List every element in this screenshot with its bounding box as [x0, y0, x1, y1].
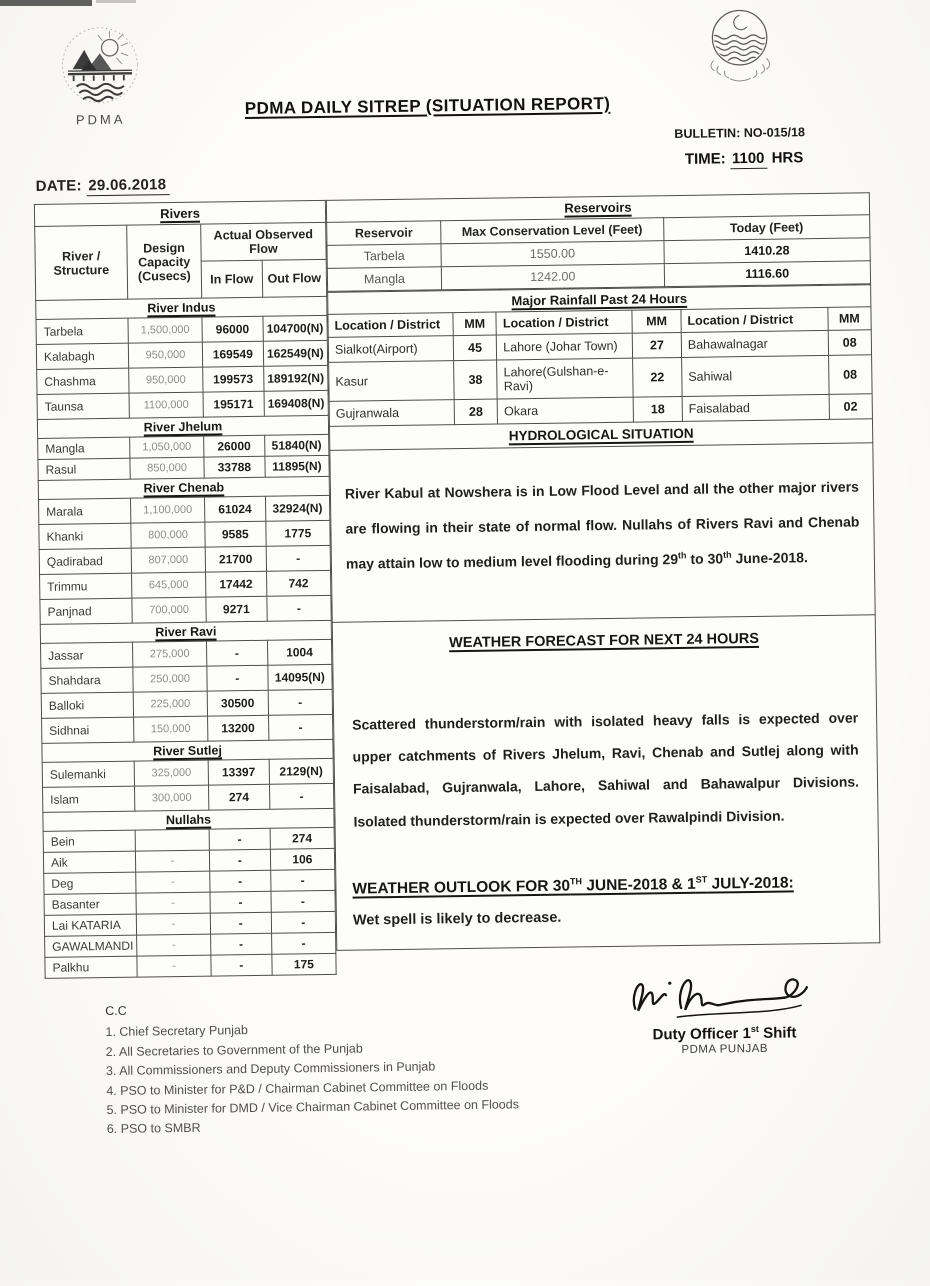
outlook-title-part: JUNE-2018 & 1: [582, 876, 696, 895]
col-header-max-conservation-level: Max Conservation Level (Feet): [441, 218, 664, 244]
cell-design-capacity: 250,000: [133, 666, 207, 692]
cell-out-flow: 51840(N): [264, 434, 329, 456]
cell-in-flow: -: [210, 891, 271, 913]
cc-label: C.C: [105, 990, 930, 1021]
cell-location: Gujranwala: [329, 400, 454, 427]
cell-river-name: Deg: [44, 872, 136, 894]
col-header-design-capacity: Design Capacity (Cusecs): [127, 224, 202, 299]
cc-item: 4. PSO to Minister for P&D / Chairman Cabinet Committee on Floods: [106, 1070, 930, 1101]
table-row: [45, 953, 336, 978]
cell-river-name: GAWALMANDI: [45, 935, 137, 957]
cell-out-flow: 104700(N): [263, 315, 328, 341]
cell-design-capacity: 1,500,000: [128, 317, 202, 343]
time-unit: HRS: [772, 149, 804, 166]
cell-river-name: Mangla: [38, 437, 130, 459]
col-header-mm: MM: [632, 309, 681, 333]
cell-river-name: Trimmu: [40, 573, 132, 599]
cell-in-flow: -: [210, 870, 271, 892]
cell-design-capacity: -: [136, 892, 210, 914]
cell-mm: 38: [453, 360, 497, 400]
cell-river-name: Sidhnai: [42, 717, 134, 743]
document-footer: [5, 990, 930, 1173]
section-header-river-indus: River Indus: [147, 300, 215, 315]
cell-mm: 02: [829, 394, 873, 420]
cell-in-flow: 195171: [203, 391, 264, 417]
hydrological-situation-title-text: HYDROLOGICAL SITUATION: [509, 426, 694, 444]
weather-outlook-heading: [352, 872, 862, 898]
cell-in-flow: 199573: [203, 366, 264, 392]
cell-design-capacity: 1,100,000: [131, 497, 205, 523]
rivers-table: [34, 200, 337, 979]
cell-in-flow: 17442: [205, 571, 266, 597]
cell-river-name: Marala: [38, 498, 130, 524]
cell-river-name: Shahdara: [41, 667, 133, 693]
cc-item: 1. Chief Secretary Punjab: [105, 1012, 930, 1043]
cell-in-flow: 30500: [207, 690, 268, 716]
right-column: [326, 192, 880, 951]
cell-out-flow: 1775: [266, 520, 331, 546]
cell-design-capacity: 800,000: [131, 522, 205, 548]
cell-in-flow: 33788: [204, 456, 265, 478]
cc-item: 2. All Secretaries to Government of the Punjab: [106, 1031, 930, 1062]
section-header-nullahs: Nullahs: [166, 813, 211, 828]
cell-river-name: Basanter: [44, 893, 136, 915]
cell-location: Lahore (Johar Town): [497, 333, 633, 360]
cell-out-flow: 742: [266, 570, 331, 596]
cell-reservoir-name: Tarbela: [327, 244, 441, 269]
cell-today-level: 1410.28: [664, 238, 871, 264]
cell-design-capacity: 950,000: [128, 342, 202, 368]
cell-river-name: Lai KATARIA: [44, 914, 136, 936]
scan-artifact-smudge: [96, 0, 136, 3]
cell-out-flow: -: [270, 869, 335, 891]
cell-design-capacity: 225,000: [133, 691, 207, 717]
cell-design-capacity: 325,000: [134, 760, 208, 786]
cell-in-flow: 13200: [207, 715, 268, 741]
cell-design-capacity: 645,000: [132, 572, 206, 598]
col-header-in-flow: In Flow: [201, 260, 262, 298]
cell-out-flow: -: [267, 595, 332, 621]
punjab-government-logo: [695, 1, 784, 95]
cell-in-flow: 21700: [205, 546, 266, 572]
signatory-role-part: Shift: [759, 1024, 797, 1042]
cell-out-flow: 175: [272, 953, 337, 975]
cell-mm: 27: [632, 332, 681, 358]
date-label: DATE:: [36, 177, 82, 195]
cell-max-level: 1242.00: [441, 264, 664, 290]
cell-river-name: Taunsa: [37, 393, 129, 419]
hydrological-situation-text: [329, 443, 875, 623]
cell-river-name: Tarbela: [36, 318, 128, 344]
hydro-text-part: River Kabul at Nowshera is in Low Flood Level and all the other major rivers are flowing in their state of normal flow. Nullahs of Rivers Ravi and Chenab may attain low to medium level flooding during 29: [345, 478, 860, 571]
report-date: [36, 176, 170, 195]
weather-forecast-text: Scattered thunderstorm/rain with isolated heavy falls is expected over upper catchments of Rivers Jhelum, Ravi, Chenab and Sutlej along with Faisalabad, Gujranwala, Lahore, Sahiwal and Bahawalpur Divisions. Isolated thunderstorm/rain is expected over Rawalpindi Division.: [352, 702, 860, 838]
cc-item: 6. PSO to SMBR: [107, 1109, 930, 1140]
cell-in-flow: 61024: [204, 496, 265, 522]
cc-item: 5. PSO to Minister for DMD / Vice Chairman Cabinet Committee on Floods: [106, 1089, 930, 1120]
outlook-superscript: TH: [570, 876, 582, 886]
cell-in-flow: -: [210, 912, 271, 934]
cell-out-flow: -: [268, 714, 333, 740]
cell-river-name: Aik: [43, 851, 135, 873]
hydro-superscript: th: [723, 550, 732, 560]
cell-design-capacity: 1,050,000: [130, 436, 204, 458]
time-value: 1100: [730, 150, 768, 170]
cell-mm: 45: [453, 335, 497, 361]
col-header-out-flow: Out Flow: [262, 259, 327, 297]
rivers-table-title: Rivers: [160, 206, 200, 222]
cell-design-capacity: -: [136, 850, 210, 872]
cell-location: Bahawalnagar: [681, 330, 828, 357]
cell-river-name: Balloki: [41, 692, 133, 718]
report-time: [685, 149, 804, 168]
signature-block: [609, 966, 840, 1057]
cell-in-flow: 26000: [204, 435, 265, 457]
cell-mm: 08: [828, 355, 872, 395]
rainfall-table-title: Major Rainfall Past 24 Hours: [511, 291, 687, 308]
section-header-river-jhelum: River Jhelum: [144, 419, 223, 434]
weather-forecast-heading: [349, 629, 859, 652]
col-header-river-structure: River / Structure: [35, 225, 128, 300]
cell-reservoir-name: Mangla: [327, 267, 441, 292]
cell-in-flow: -: [206, 640, 267, 666]
cell-in-flow: 169549: [202, 341, 263, 367]
cell-location: Lahore(Gulshan-e-Ravi): [497, 358, 633, 399]
section-header-river-chenab: River Chenab: [143, 480, 224, 495]
cell-location: Kasur: [329, 361, 454, 402]
cell-river-name: Palkhu: [45, 956, 137, 978]
cell-out-flow: 162549(N): [263, 340, 328, 366]
cell-river-name: Qadirabad: [39, 548, 131, 574]
section-header-river-sutlej: River Sutlej: [153, 743, 222, 758]
cell-location: Faisalabad: [682, 394, 829, 421]
cell-in-flow: 274: [208, 784, 269, 810]
section-header-river-ravi: River Ravi: [155, 624, 216, 639]
cell-river-name: Sulemanki: [42, 761, 134, 787]
weather-forecast-box: [332, 615, 881, 951]
cell-design-capacity: -: [136, 871, 210, 893]
col-header-mm: MM: [827, 307, 871, 331]
cell-river-name: Islam: [43, 786, 135, 812]
cell-design-capacity: 807,000: [131, 547, 205, 573]
cell-out-flow: -: [271, 890, 336, 912]
cell-mm: 18: [633, 396, 682, 422]
cell-max-level: 1550.00: [441, 241, 664, 267]
cell-out-flow: -: [268, 689, 333, 715]
cell-out-flow: 14095(N): [268, 664, 333, 690]
cell-river-name: Chashma: [37, 368, 129, 394]
col-header-location: Location / District: [328, 313, 453, 338]
hydro-superscript: th: [678, 550, 687, 560]
cell-out-flow: 32924(N): [265, 495, 330, 521]
cell-mm: 08: [828, 330, 872, 356]
signature-scribble-icon: [619, 966, 830, 1027]
cell-today-level: 1116.60: [664, 261, 871, 287]
cc-item: 3. All Commissioners and Deputy Commissioners in Punjab: [106, 1051, 930, 1082]
col-header-today-feet: Today (Feet): [663, 215, 870, 241]
col-header-reservoir: Reservoir: [327, 221, 441, 246]
cell-design-capacity: 950,000: [129, 367, 203, 393]
cell-river-name: Rasul: [38, 458, 130, 480]
cell-out-flow: 1004: [267, 639, 332, 665]
cell-in-flow: -: [209, 828, 270, 850]
cell-design-capacity: 1100,000: [129, 392, 203, 418]
col-header-actual-observed-flow: Actual Observed Flow: [201, 222, 327, 261]
cell-design-capacity: 275,000: [133, 641, 207, 667]
cell-in-flow: -: [210, 933, 271, 955]
cell-location: Okara: [497, 397, 633, 424]
outlook-title-part: WEATHER OUTLOOK FOR 30: [352, 877, 570, 897]
cell-design-capacity: -: [137, 934, 211, 956]
cell-in-flow: 13397: [208, 759, 269, 785]
cell-out-flow: 2129(N): [269, 758, 334, 784]
col-header-location: Location / District: [681, 307, 828, 332]
cell-in-flow: 9271: [206, 596, 267, 622]
cell-in-flow: -: [209, 849, 270, 871]
cell-location: Sialkot(Airport): [328, 336, 453, 363]
weather-outlook-text: Wet spell is likely to decrease.: [353, 905, 863, 928]
time-label: TIME:: [685, 150, 726, 168]
weather-forecast-title-text: WEATHER FORECAST FOR NEXT 24 HOURS: [449, 631, 759, 651]
cell-out-flow: 106: [270, 848, 335, 870]
cell-in-flow: -: [207, 665, 268, 691]
document-header: [0, 0, 924, 205]
reservoirs-table: [326, 192, 871, 292]
reservoirs-table-title: Reservoirs: [564, 200, 631, 216]
cell-river-name: Bein: [43, 830, 135, 852]
cell-out-flow: -: [271, 932, 336, 954]
cell-location: Sahiwal: [681, 355, 828, 396]
col-header-location: Location / District: [496, 310, 632, 335]
main-content: [34, 192, 881, 979]
hydro-text-part: June-2018.: [732, 549, 808, 566]
cell-out-flow: 169408(N): [264, 390, 329, 416]
cell-mm: 28: [454, 399, 498, 425]
cell-out-flow: 274: [270, 827, 335, 849]
signatory-role-part: Duty Officer 1: [652, 1025, 751, 1043]
outlook-title-part: JULY-2018:: [707, 874, 794, 892]
bulletin-number: BULLETIN: NO-015/18: [674, 125, 805, 141]
cell-out-flow: -: [269, 783, 334, 809]
cell-out-flow: -: [271, 911, 336, 933]
cell-mm: 22: [633, 357, 682, 397]
date-value: 29.06.2018: [86, 176, 169, 196]
cell-design-capacity: -: [137, 955, 211, 977]
cell-design-capacity: [135, 829, 209, 851]
cell-design-capacity: 850,000: [130, 457, 204, 479]
cell-design-capacity: -: [136, 913, 210, 935]
outlook-superscript: ST: [696, 874, 708, 884]
cell-river-name: Jassar: [41, 642, 133, 668]
cell-out-flow: 189192(N): [263, 365, 328, 391]
cell-river-name: Kalabagh: [36, 343, 128, 369]
col-header-mm: MM: [453, 312, 497, 336]
cell-out-flow: -: [266, 545, 331, 571]
cell-design-capacity: 300,000: [135, 785, 209, 811]
cell-design-capacity: 150,000: [134, 716, 208, 742]
cell-river-name: Khanki: [39, 523, 131, 549]
cell-out-flow: 11895(N): [265, 455, 330, 477]
signatory-organization: PDMA PUNJAB: [610, 1042, 840, 1057]
rainfall-table: [327, 284, 873, 427]
punjab-government-logo-icon: [695, 1, 784, 90]
cell-design-capacity: 700,000: [132, 597, 206, 623]
signatory-superscript: st: [751, 1024, 759, 1034]
cell-in-flow: 9585: [205, 521, 266, 547]
cell-in-flow: -: [211, 954, 272, 976]
hydro-text-part: to 30: [686, 550, 723, 567]
document-title-text: PDMA DAILY SITREP (SITUATION REPORT): [245, 94, 611, 118]
weather-outlook-title-text: [352, 874, 793, 897]
cell-river-name: Panjnad: [40, 598, 132, 624]
cell-in-flow: 96000: [202, 316, 263, 342]
pdma-logo-icon: [53, 24, 146, 109]
pdma-logo-caption: PDMA: [53, 111, 149, 127]
